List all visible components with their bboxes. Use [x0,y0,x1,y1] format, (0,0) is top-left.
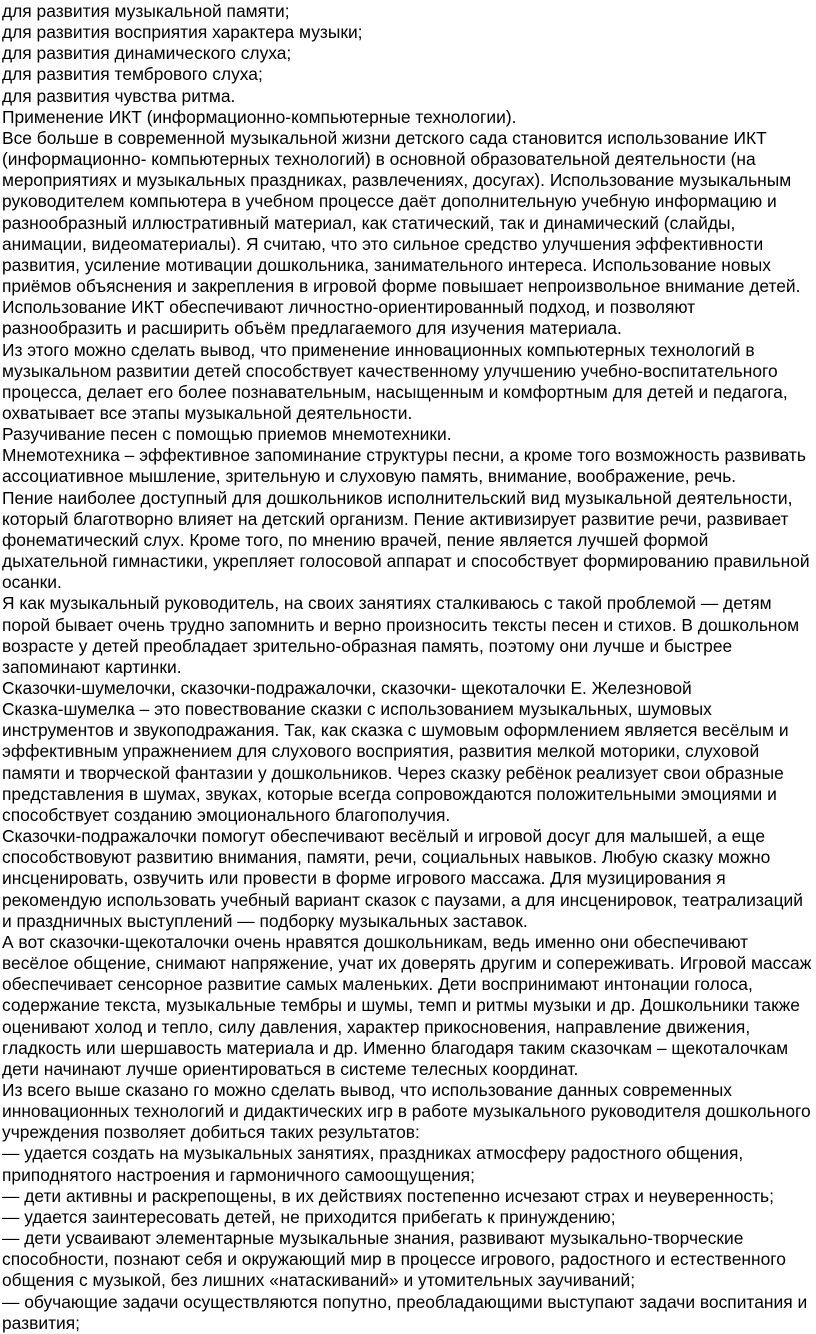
paragraph-ict-usage: Все больше в современной музыкальной жизни детского сада становится использование ИКТ (информационно- компьютерных технологий) в основной образовательной деятельности (на мероприятиях и музыкальных праздниках, развлечениях, досугах). Использование музыкальным руководителем компьютера в учебном процессе даёт дополнительную учебную информацию и разнообразный иллюстративный материал, как статический, так и динамический (слайды, анимации, видеоматериалы). Я считаю, что это сильное средство улучшения эффективности развития, усиление мотивации дошкольника, занимательного интереса. Использование новых приёмов объяснения и закрепления в игровой форме повышает непроизвольное внимание детей. Использование ИКТ обеспечивают личностно-ориентированный подход, и позволяют разнообразить и расширить объём предлагаемого для изучения материала. [2,127,801,339]
paragraph-ict-conclusion: Из этого можно сделать вывод, что применение инновационных компьютерных технологий в музыкальном развитии детей способствует качественному улучшению учебно-воспитательного процесса, делает его более познавательным, насыщенным и комфортным для детей и педагога, охватывает все этапы музыкальной деятельности. [2,339,788,423]
section-heading-fairy-tales: Сказочки-шумелочки, сказочки-подражалочки, сказочки- щекоталочки Е. Железновой [2,678,692,698]
result-item-learning-tasks: — обучающие задачи осуществляются попутно, преобладающими выступают задачи воспитания и развития; [2,1291,808,1333]
result-item-active-children: — дети активны и раскрепощены, в их действиях постепенно исчезают страх и неуверенность; [2,1185,774,1206]
paragraph-singing: Пение наиболее доступный для дошкольников исполнительский вид музыкальной деятельности, который благотворно влияет на детский организм. Пение активизирует развитие речи, развивает фонематический слух. Кроме того, по мнению врачей, пение является лучшей формой дыхательной гимнастики, укрепляет голосовой аппарат и способствует формированию правильной осанки. [2,487,810,593]
result-item-atmosphere: — удается создать на музыкальных занятиях, праздниках атмосферу радостного общения, приподнятого настроения и гармоничного самоощущения; [2,1143,744,1185]
section-heading-mnemonics: Разучивание песен с помощью приемов мнемотехники. [2,424,452,445]
paragraph-memorization-problem: Я как музыкальный руководитель, на своих занятиях сталкиваюсь с такой проблемой — детям порой бывает очень трудно запомнить и верно произносить тексты песен и стихов. В дошкольном возрасте у детей преобладает зрительно-образная память, поэтому они лучше и быстрее запоминают картинки. [2,593,800,677]
list-item-dynamic-hearing: для развития динамического слуха; [2,43,292,64]
paragraph-results-intro: Из всего выше сказано го можно сделать вывод, что использование данных современных инновационных технологий и дидактических игр в работе музыкального руководителя дошкольного учреждения позволяет добиться таких результатов: [2,1079,811,1143]
paragraph-tickle-tales: А вот сказочки-щекоталочки очень нравятся дошкольникам, ведь именно они обеспечивают весёлое общение, снимают напряжение, учат их доверять другим и сопереживать. Игровой массаж обеспечивает сенсорное развитие самых маленьких. Дети воспринимают интонации голоса, содержание текста, музыкальные тембры и шумы, темп и ритмы музыки и др. Дошкольники также оценивают холод и тепло, силу давления, характер прикосновения, направление движения, гладкость или шершавость материала и др. Именно благодаря таким сказочкам – щекоталочкам дети начинают лучше ориентироваться в системе телесных координат. [2,931,812,1079]
list-item-memory: для развития музыкальной памяти; [2,1,290,21]
document-body [2,1,814,1334]
section-heading-ict: Применение ИКТ (информационно-компьютерные технологии). [2,106,517,127]
list-item-rhythm: для развития чувства ритма. [2,85,236,106]
paragraph-mnemonics: Мнемотехника – эффективное запоминание структуры песни, а кроме того возможность развивать ассоциативное мышление, зрительную и слуховую память, внимание, воображение, речь. [2,445,806,487]
result-item-knowledge: — дети усваивают элементарные музыкальные знания, развивают музыкально-творческие способности, познают себя и окружающий мир в процессе игрового, радостного и естественного общения с музыкой, без лишних «натаскиваний» и утомительных заучиваний; [2,1228,786,1291]
paragraph-noise-tale: Сказка-шумелка – это повествование сказки с использованием музыкальных, шумовых инструментов и звукоподражания. Так, как сказка с шумовым оформлением является весёлым и эффективным упражнением для слухового восприятия, развития мелкой моторики, слуховой памяти и творческой фантазии у дошкольников. Через сказку ребёнок реализует свои образные представления в шумах, звуках, которые всегда сопровождаются положительными эмоциями и способствует созданию эмоционального благополучия. [2,699,789,825]
list-item-perception: для развития восприятия характера музыки; [2,22,363,43]
list-item-timbre-hearing: для развития тембрового слуха; [2,64,263,85]
result-item-interest: — удается заинтересовать детей, не приходится прибегать к принуждению; [2,1206,616,1227]
paragraph-imitation-tales: Сказочки-подражалочки помогут обеспечивают весёлый и игровой досуг для малышей, а еще способствовуют развитию внимания, памяти, речи, социальных навыков. Любую сказку можно инсценировать, озвучить или провести в форме игрового массажа. Для музицирования я рекомендую использовать учебный вариант сказок с паузами, а для инсценировок, театрализаций и праздничных выступлений — подборку музыкальных заставок. [2,826,803,931]
